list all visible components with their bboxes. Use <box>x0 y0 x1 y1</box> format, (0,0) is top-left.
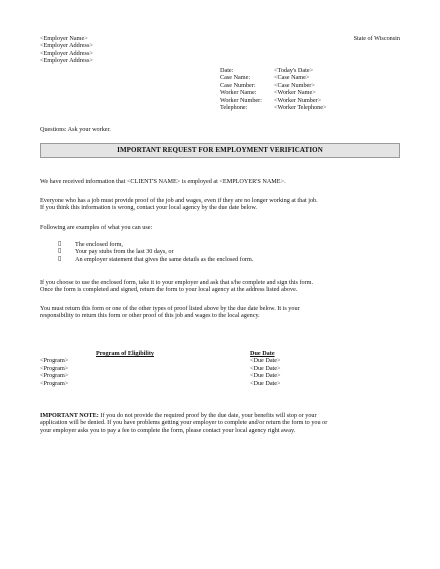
program-header: Program of Eligibility <box>96 350 154 357</box>
list-item-text: Your pay stubs from the last 30 days, or <box>75 248 174 256</box>
paragraph-line: If you think this information is wrong, contact your local agency by the due date below. <box>40 204 257 212</box>
state-label: State of Wisconsin <box>353 35 400 42</box>
note-line: application will be denied. If you have problems getting your employer to complete and/or return the form to you or <box>40 419 328 427</box>
program-cell: <Program> <box>40 379 69 387</box>
questions-line: Questions: Ask your worker. <box>40 126 111 133</box>
due-date-cell: <Due Date> <box>250 372 281 380</box>
meta-label: Case Number: <box>220 81 256 89</box>
paragraph-line: Once the form is completed and signed, return the form to your local agency at the address listed above. <box>40 286 298 294</box>
proof-paragraph <box>40 197 318 212</box>
due-date-cell: <Due Date> <box>250 379 281 387</box>
meta-value: <Case Number> <box>274 81 315 89</box>
page-title-banner: IMPORTANT REQUEST FOR EMPLOYMENT VERIFICATION <box>40 143 400 158</box>
meta-value: <Worker Name> <box>274 89 316 97</box>
employer-address-block <box>40 35 93 65</box>
program-cell: <Program> <box>40 357 69 365</box>
list-item <box>40 248 253 255</box>
meta-label: Date: <box>220 67 234 74</box>
meta-label: Worker Number: <box>220 96 262 104</box>
paragraph-line: If you choose to use the enclosed form, take it to your employer and ask that s/he complete and sign this form. <box>40 279 314 286</box>
list-item <box>40 256 253 263</box>
due-date-cell: <Due Date> <box>250 357 281 365</box>
note-label: IMPORTANT NOTE: <box>40 412 99 419</box>
meta-label: Case Name: <box>220 74 251 82</box>
note-text: If you do not provide the required proof by the due date, your benefits will stop or your <box>98 412 317 419</box>
due-date-header: Due Date <box>250 350 275 357</box>
paragraph-line: responsibility to return this form or other proof of this job and wages to the local agency. <box>40 312 260 320</box>
bullet-glyph-icon: ▯ <box>58 255 62 262</box>
due-date-column <box>250 350 281 387</box>
program-cell: <Program> <box>40 364 69 372</box>
important-note <box>40 412 327 434</box>
program-column <box>40 350 154 387</box>
examples-intro: Following are examples of what you can use: <box>40 224 153 231</box>
return-form-paragraph <box>40 305 300 320</box>
meta-value: <Case Name> <box>274 74 310 82</box>
meta-value: <Worker Telephone> <box>274 104 327 112</box>
meta-label: Telephone: <box>220 104 248 112</box>
list-item-text: The enclosed form, <box>75 241 123 248</box>
intro-paragraph: We have received information that <CLIENT'S NAME> is employed at <EMPLOYER'S NAME>. <box>40 178 286 185</box>
list-item <box>40 241 253 248</box>
program-cell: <Program> <box>40 372 69 380</box>
employer-address-line: <Employer Address> <box>40 42 93 50</box>
enclosed-form-paragraph <box>40 279 313 294</box>
bullet-glyph-icon: ▯ <box>58 248 62 255</box>
employer-address-line: <Employer Address> <box>40 57 93 65</box>
examples-list <box>40 241 253 263</box>
employer-name: <Employer Name> <box>40 35 88 42</box>
meta-value: <Worker Number> <box>274 96 322 104</box>
note-line: your employer asks you to pay a fee to complete the form, please contact your local agency right away. <box>40 426 296 434</box>
bullet-glyph-icon: ▯ <box>58 241 62 247</box>
case-info-block <box>220 67 327 111</box>
paragraph-line: You must return this form or one of the other types of proof listed above by the due date below. It is your <box>40 305 300 312</box>
meta-value: <Today's Date> <box>274 67 314 74</box>
list-item-text: An employer statement that gives the same details as the enclosed form. <box>75 255 254 263</box>
due-date-cell: <Due Date> <box>250 364 281 372</box>
paragraph-line: Everyone who has a job must provide proof of the job and wages, even if they are no longer working at that job. <box>40 197 318 204</box>
employer-address-line: <Employer Address> <box>40 49 93 57</box>
meta-label: Worker Name: <box>220 89 257 97</box>
